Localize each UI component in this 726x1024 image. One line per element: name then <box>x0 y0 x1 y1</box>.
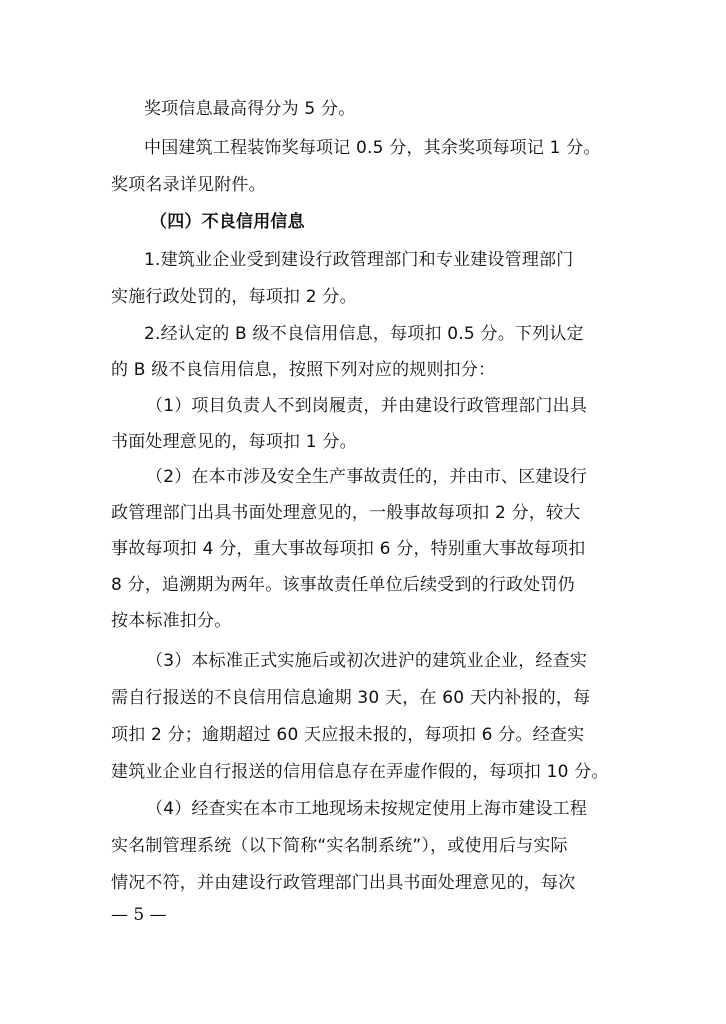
text-line: 的 B 级不良信用信息，按照下列对应的规则扣分： <box>111 360 496 380</box>
text-line: 建筑业企业自行报送的信用信息存在弄虚作假的，每项扣 10 分。 <box>111 762 609 782</box>
text-line: 1.建筑业企业受到建设行政管理部门和专业建设管理部门 <box>144 250 574 270</box>
text-line: （3）本标准正式实施后或初次进沪的建筑业企业，经查实 <box>146 651 588 671</box>
text-line: 奖项名录详见附件。 <box>111 175 266 195</box>
text-line: 2.经认定的 B 级不良信用信息，每项扣 0.5 分。下列认定 <box>144 324 584 344</box>
text-line: 实施行政处罚的，每项扣 2 分。 <box>111 287 357 307</box>
text-line: 实名制管理系统（以下简称“实名制系统”），或使用后与实际 <box>111 836 568 856</box>
text-line: 政管理部门出具书面处理意见的，一般事故每项扣 2 分，较大 <box>111 503 581 523</box>
page-number: — 5 — <box>111 905 167 925</box>
text-line: （2）在本市涉及安全生产事故责任的，并由市、区建设行 <box>146 467 588 487</box>
text-line: 中国建筑工程装饰奖每项记 0.5 分，其余奖项每项记 1 分。 <box>144 138 601 158</box>
text-line: 奖项信息最高得分为 5 分。 <box>144 99 356 119</box>
text-line: 事故每项扣 4 分，重大事故每项扣 6 分，特别重大事故每项扣 <box>111 539 586 559</box>
text-line: 8 分，追溯期为两年。该事故责任单位后续受到的行政处罚仍 <box>111 575 575 595</box>
text-line: （1）项目负责人不到岗履责，并由建设行政管理部门出具 <box>146 396 588 416</box>
text-line: 需自行报送的不良信用信息逾期 30 天，在 60 天内补报的，每 <box>111 688 591 708</box>
text-line: （4）经查实在本市工地现场未按规定使用上海市建设工程 <box>146 799 588 819</box>
text-line: 按本标准扣分。 <box>111 611 232 631</box>
section-heading: （四）不良信用信息 <box>150 212 305 232</box>
text-line: 书面处理意见的，每项扣 1 分。 <box>111 432 357 452</box>
text-line: 项扣 2 分；逾期超过 60 天应报未报的，每项扣 6 分。经查实 <box>111 725 585 745</box>
text-line: 情况不符，并由建设行政管理部门出具书面处理意见的，每次 <box>111 873 576 893</box>
